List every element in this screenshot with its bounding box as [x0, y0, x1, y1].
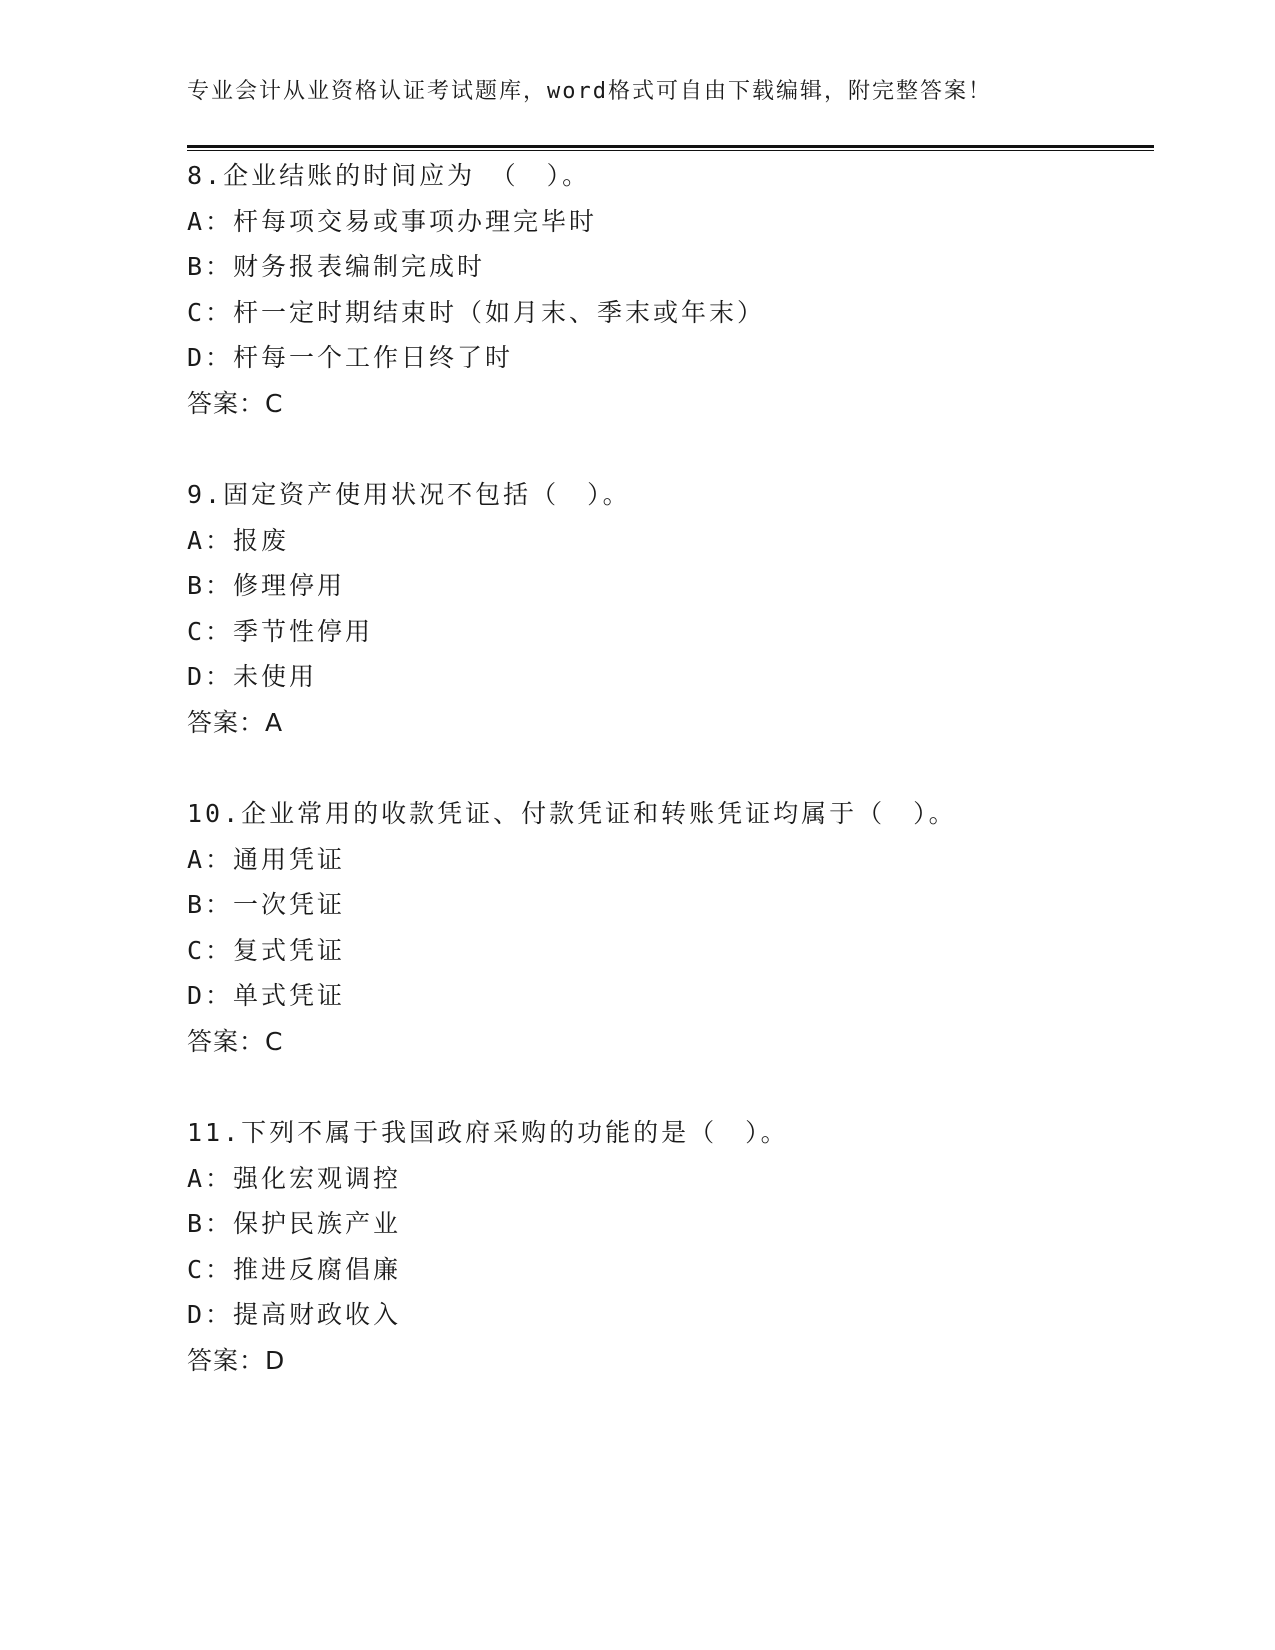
option-a: A：报废 — [187, 525, 290, 555]
option-d: D：未使用 — [187, 662, 318, 691]
option-d: D：单式凭证 — [187, 981, 346, 1010]
option-c: C：复式凭证 — [187, 935, 346, 965]
question-stem: 9.固定资产使用状况不包括（ ）。 — [187, 480, 631, 509]
option-a: A：杆每项交易或事项办理完毕时 — [187, 206, 598, 236]
option-d: D：提高财政收入 — [187, 1300, 402, 1329]
question-stem: 8.企业结账的时间应为 （ ）。 — [187, 161, 591, 190]
option-b: B：保护民族产业 — [187, 1209, 402, 1238]
question-10 — [187, 791, 1147, 1064]
option-a: A：通用凭证 — [187, 844, 346, 874]
option-a: A：强化宏观调控 — [187, 1163, 402, 1193]
question-11 — [187, 1110, 1147, 1383]
question-9 — [187, 472, 1147, 745]
question-stem: 10.企业常用的收款凭证、付款凭证和转账凭证均属于（ ）。 — [187, 799, 957, 828]
answer: 答案：C — [187, 388, 284, 418]
question-stem: 11.下列不属于我国政府采购的功能的是（ ）。 — [187, 1118, 789, 1147]
option-b: B：一次凭证 — [187, 890, 346, 919]
option-c: C：杆一定时期结束时（如月末、季末或年末） — [187, 297, 766, 327]
option-c: C：季节性停用 — [187, 616, 374, 646]
question-8 — [187, 153, 1147, 426]
option-b: B：修理停用 — [187, 571, 346, 600]
header-rule-thin — [187, 150, 1154, 151]
page-header: 专业会计从业资格认证考试题库，word格式可自由下载编辑，附完整答案！ — [187, 79, 992, 104]
answer: 答案：C — [187, 1026, 284, 1056]
answer: 答案：D — [187, 1345, 286, 1375]
answer: 答案：A — [187, 707, 284, 737]
option-c: C：推进反腐倡廉 — [187, 1254, 402, 1284]
option-b: B：财务报表编制完成时 — [187, 252, 486, 281]
option-d: D：杆每一个工作日终了时 — [187, 343, 514, 372]
header-rule-thick — [187, 145, 1154, 148]
